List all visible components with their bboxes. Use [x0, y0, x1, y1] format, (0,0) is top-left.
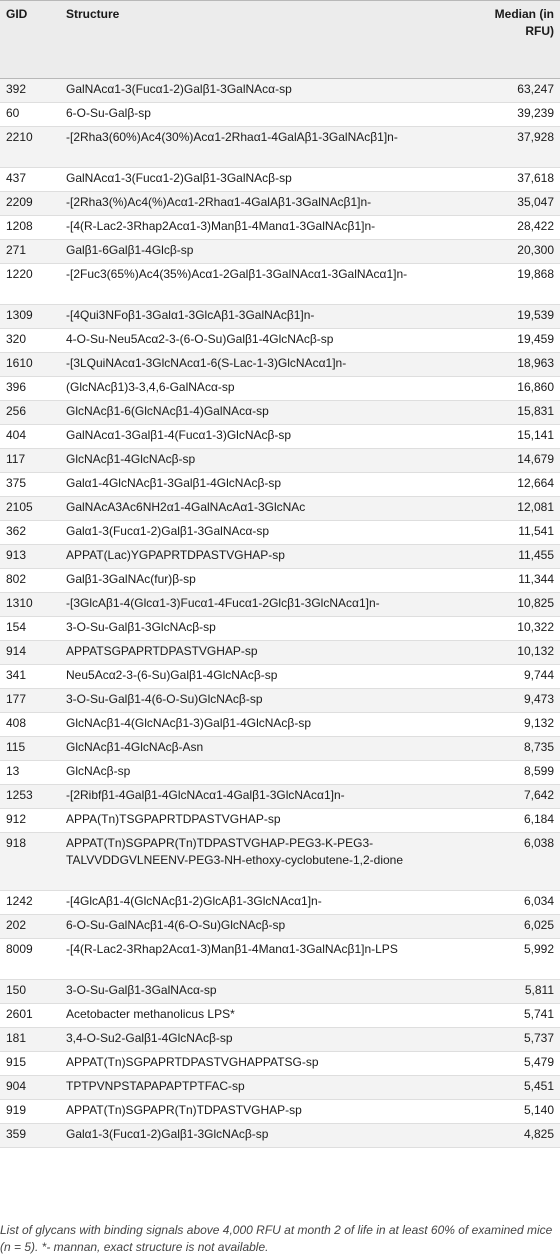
structure-cell: -[2Fuc3(65%)Ac4(35%)Acα1-2Galβ1-3GalNAcα1-3GalNAcα1]n-: [66, 267, 408, 281]
table-row: [0, 689, 560, 713]
gid-cell: 202: [6, 918, 27, 932]
gid-cell: 320: [6, 332, 27, 346]
gid-cell: 1242: [6, 894, 33, 908]
median-cell: 37,618: [517, 171, 554, 185]
table-row: [0, 1124, 560, 1148]
structure-cell: 3-O-Su-Galβ1-3GalNAcα-sp: [66, 983, 217, 997]
median-cell: 11,344: [518, 572, 554, 586]
structure-cell: Acetobacter methanolicus LPS*: [66, 1007, 235, 1021]
median-cell: 5,811: [524, 983, 554, 997]
structure-cell: GalNAcα1-3Galβ1-4(Fucα1-3)GlcNAcβ-sp: [66, 428, 292, 442]
median-cell: 20,300: [517, 243, 554, 257]
median-cell: 15,831: [517, 404, 554, 418]
gid-cell: 1220: [6, 267, 33, 281]
median-cell: 28,422: [517, 219, 554, 233]
table-row: [0, 264, 560, 305]
median-cell: 6,034: [523, 894, 554, 908]
structure-cell: GlcNAcβ1-4(GlcNAcβ1-3)Galβ1-4GlcNAcβ-sp: [66, 716, 311, 730]
gid-cell: 918: [6, 836, 27, 850]
median-cell: 6,038: [523, 836, 554, 850]
structure-cell: -[3LQuiNAcα1-3GlcNAcα1-6(S-Lac-1-3)GlcNAcα1]n-: [66, 356, 347, 370]
gid-cell: 1253: [6, 788, 33, 802]
median-cell: 9,473: [523, 692, 554, 706]
median-cell: 9,744: [523, 668, 554, 682]
median-cell: 11,541: [518, 524, 554, 538]
gid-cell: 915: [6, 1055, 27, 1069]
structure-cell: -[4(R-Lac2-3Rhap2Acα1-3)Manβ1-4Manα1-3GalNAcβ1]n-: [66, 219, 376, 233]
table-row: [0, 980, 560, 1004]
gid-cell: 359: [6, 1127, 27, 1141]
table-row: [0, 569, 560, 593]
median-cell: 19,459: [517, 332, 554, 346]
gid-cell: 2105: [6, 500, 33, 514]
structure-cell: -[2Rha3(%)Ac4(%)Acα1-2Rhaα1-4GalAβ1-3GalNAcβ1]n-: [66, 195, 372, 209]
median-cell: 15,141: [517, 428, 554, 442]
gid-cell: 1309: [6, 308, 33, 322]
gid-cell: 1208: [6, 219, 33, 233]
table-row: [0, 473, 560, 497]
structure-cell: 3-O-Su-Galβ1-3GlcNAcβ-sp: [66, 620, 216, 634]
table-row: [0, 915, 560, 939]
table-row: [0, 737, 560, 761]
table-row: [0, 497, 560, 521]
structure-cell: Galβ1-3GalNAc(fur)β-sp: [66, 572, 196, 586]
gid-cell: 919: [6, 1103, 27, 1117]
gid-cell: 2210: [6, 130, 33, 144]
gid-cell: 362: [6, 524, 27, 538]
gid-cell: 437: [6, 171, 27, 185]
structure-cell: 4-O-Su-Neu5Acα2-3-(6-O-Su)Galβ1-4GlcNAcβ-sp: [66, 332, 334, 346]
gid-cell: 392: [6, 82, 27, 96]
median-cell: 6,025: [523, 918, 554, 932]
table-row: [0, 785, 560, 809]
table-row: [0, 665, 560, 689]
structure-cell: GalNAcA3Ac6NH2α1-4GalNAcAα1-3GlcNAc: [66, 500, 306, 514]
median-cell: 5,451: [523, 1079, 554, 1093]
table-body: [0, 79, 560, 1148]
gid-cell: 271: [6, 243, 27, 257]
table-row: [0, 713, 560, 737]
table-row: [0, 168, 560, 192]
table-row: [0, 377, 560, 401]
gid-cell: 8009: [6, 942, 33, 956]
table-row: [0, 521, 560, 545]
structure-cell: 6-O-Su-Galβ-sp: [66, 106, 151, 120]
median-cell: 39,239: [517, 106, 554, 120]
table-row: [0, 891, 560, 915]
structure-cell: -[3GlcAβ1-4(Glcα1-3)Fucα1-4Fucα1-2Glcβ1-3GlcNAcα1]n-: [66, 596, 380, 610]
table-row: [0, 761, 560, 785]
median-cell: 19,539: [517, 308, 554, 322]
gid-cell: 408: [6, 716, 27, 730]
table-row: [0, 79, 560, 103]
structure-cell: Neu5Acα2-3-(6-Su)Galβ1-4GlcNAcβ-sp: [66, 668, 278, 682]
gid-cell: 154: [6, 620, 27, 634]
gid-cell: 375: [6, 476, 27, 490]
gid-cell: 13: [6, 764, 20, 778]
structure-cell: (GlcNAcβ1)3-3,4,6-GalNAcα-sp: [66, 380, 235, 394]
structure-cell: Galα1-3(Fucα1-2)Galβ1-3GalNAcα-sp: [66, 524, 270, 538]
gid-cell: 1610: [6, 356, 33, 370]
table-row: [0, 641, 560, 665]
table-row: [0, 939, 560, 980]
structure-cell: -[4Qui3NFoβ1-3Galα1-3GlcAβ1-3GalNAcβ1]n-: [66, 308, 315, 322]
median-cell: 11,455: [518, 548, 554, 562]
gid-cell: 396: [6, 380, 27, 394]
median-cell: 6,184: [523, 812, 554, 826]
table-row: [0, 127, 560, 168]
structure-cell: -[2Ribfβ1-4Galβ1-4GlcNAcα1-4Galβ1-3GlcNAcα1]n-: [66, 788, 345, 802]
gid-cell: 341: [6, 668, 27, 682]
median-cell: 10,322: [517, 620, 554, 634]
table-row: [0, 833, 560, 891]
median-cell: 19,868: [517, 267, 554, 281]
gid-cell: 802: [6, 572, 27, 586]
median-cell: 16,860: [517, 380, 554, 394]
gid-cell: 904: [6, 1079, 27, 1093]
gid-cell: 150: [6, 983, 27, 997]
table-row: [0, 1100, 560, 1124]
gid-cell: 256: [6, 404, 27, 418]
gid-cell: 913: [6, 548, 27, 562]
table-row: [0, 1076, 560, 1100]
structure-cell: GalNAcα1-3(Fucα1-2)Galβ1-3GalNAcβ-sp: [66, 171, 292, 185]
table-row: [0, 305, 560, 329]
gid-cell: 60: [6, 106, 20, 120]
structure-cell: APPAT(Lac)YGPAPRTDPASTVGHAP-sp: [66, 548, 285, 562]
structure-cell: APPA(Tn)TSGPAPRTDPASTVGHAP-sp: [66, 812, 281, 826]
structure-cell: -[2Rha3(60%)Ac4(30%)Acα1-2Rhaα1-4GalAβ1-3GalNAcβ1]n-: [66, 130, 398, 144]
gid-cell: 2209: [6, 195, 33, 209]
table-row: [0, 401, 560, 425]
structure-cell: 3-O-Su-Galβ1-4(6-O-Su)GlcNAcβ-sp: [66, 692, 263, 706]
structure-cell: APPATSGPAPRTDPASTVGHAP-sp: [66, 644, 258, 658]
gid-cell: 181: [6, 1031, 27, 1045]
table-row: [0, 617, 560, 641]
structure-cell: Galα1-3(Fucα1-2)Galβ1-3GlcNAcβ-sp: [66, 1127, 269, 1141]
median-cell: 37,928: [517, 130, 554, 144]
gid-cell: 115: [6, 740, 26, 754]
table-row: [0, 240, 560, 264]
structure-cell: GlcNAcβ1-4GlcNAcβ-Asn: [66, 740, 204, 754]
gid-cell: 117: [6, 452, 26, 466]
median-cell: 9,132: [523, 716, 554, 730]
table-row: [0, 1052, 560, 1076]
median-cell: 18,963: [517, 356, 554, 370]
structure-cell: Galα1-4GlcNAcβ1-3Galβ1-4GlcNAcβ-sp: [66, 476, 282, 490]
table-row: [0, 449, 560, 473]
median-cell: 12,081: [517, 500, 554, 514]
structure-cell: APPAT(Tn)SGPAPRTDPASTVGHAPPATSG-sp: [66, 1055, 319, 1069]
table-row: [0, 1028, 560, 1052]
median-cell: 5,140: [523, 1103, 554, 1117]
median-cell: 8,599: [523, 764, 554, 778]
median-cell: 12,664: [517, 476, 554, 490]
table-row: [0, 593, 560, 617]
gid-cell: 1310: [6, 596, 33, 610]
median-cell: 63,247: [517, 82, 554, 96]
median-cell: 10,825: [517, 596, 554, 610]
structure-cell: GalNAcα1-3(Fucα1-2)Galβ1-3GalNAcα-sp: [66, 82, 292, 96]
median-cell: 5,737: [523, 1031, 554, 1045]
structure-cell: 3,4-O-Su2-Galβ1-4GlcNAcβ-sp: [66, 1031, 233, 1045]
table-row: [0, 192, 560, 216]
table-caption: List of glycans with binding signals above 4,000 RFU at month 2 of life in at least 60% of examined mice (n = 5). *- mannan, exact structure is not available.: [0, 1223, 553, 1254]
structure-cell: GlcNAcβ-sp: [66, 764, 131, 778]
table-row: [0, 329, 560, 353]
gid-cell: 912: [6, 812, 27, 826]
table-row: [0, 809, 560, 833]
table-row: [0, 1004, 560, 1028]
table-row: [0, 103, 560, 127]
structure-cell: 6-O-Su-GalNAcβ1-4(6-O-Su)GlcNAcβ-sp: [66, 918, 286, 932]
table-row: [0, 545, 560, 569]
table-row: [0, 425, 560, 449]
header-gid: GID: [6, 7, 28, 21]
gid-cell: 177: [6, 692, 27, 706]
median-cell: 14,679: [517, 452, 554, 466]
structure-cell: APPAT(Tn)SGPAPR(Tn)TDPASTVGHAP-PEG3-K-PEG3-TALVVDDGVLNEENV-PEG3-NH-ethoxy-cyclobutene-1,2-dione: [66, 836, 404, 867]
table-row: [0, 353, 560, 377]
structure-cell: Galβ1-6Galβ1-4Glcβ-sp: [66, 243, 194, 257]
table-header-row: [0, 1, 560, 79]
header-structure: Structure: [66, 7, 120, 21]
median-cell: 10,132: [517, 644, 554, 658]
median-cell: 5,741: [523, 1007, 554, 1021]
table-row: [0, 216, 560, 240]
structure-cell: -[4(R-Lac2-3Rhap2Acα1-3)Manβ1-4Manα1-3GalNAcβ1]n-LPS: [66, 942, 398, 956]
structure-cell: GlcNAcβ1-6(GlcNAcβ1-4)GalNAcα-sp: [66, 404, 269, 418]
structure-cell: -[4GlcAβ1-4(GlcNAcβ1-2)GlcAβ1-3GlcNAcα1]n-: [66, 894, 322, 908]
gid-cell: 404: [6, 428, 27, 442]
median-cell: 4,825: [523, 1127, 554, 1141]
gid-cell: 2601: [6, 1007, 33, 1021]
median-cell: 5,992: [523, 942, 554, 956]
median-cell: 8,735: [523, 740, 554, 754]
median-cell: 5,479: [523, 1055, 554, 1069]
median-cell: 35,047: [517, 195, 554, 209]
gid-cell: 914: [6, 644, 27, 658]
structure-cell: GlcNAcβ1-4GlcNAcβ-sp: [66, 452, 196, 466]
structure-cell: APPAT(Tn)SGPAPR(Tn)TDPASTVGHAP-sp: [66, 1103, 302, 1117]
median-cell: 7,642: [523, 788, 554, 802]
structure-cell: TPTPVNPSTAPAPAPTPTFAC-sp: [66, 1079, 245, 1093]
header-median: Median (in RFU): [494, 7, 554, 38]
